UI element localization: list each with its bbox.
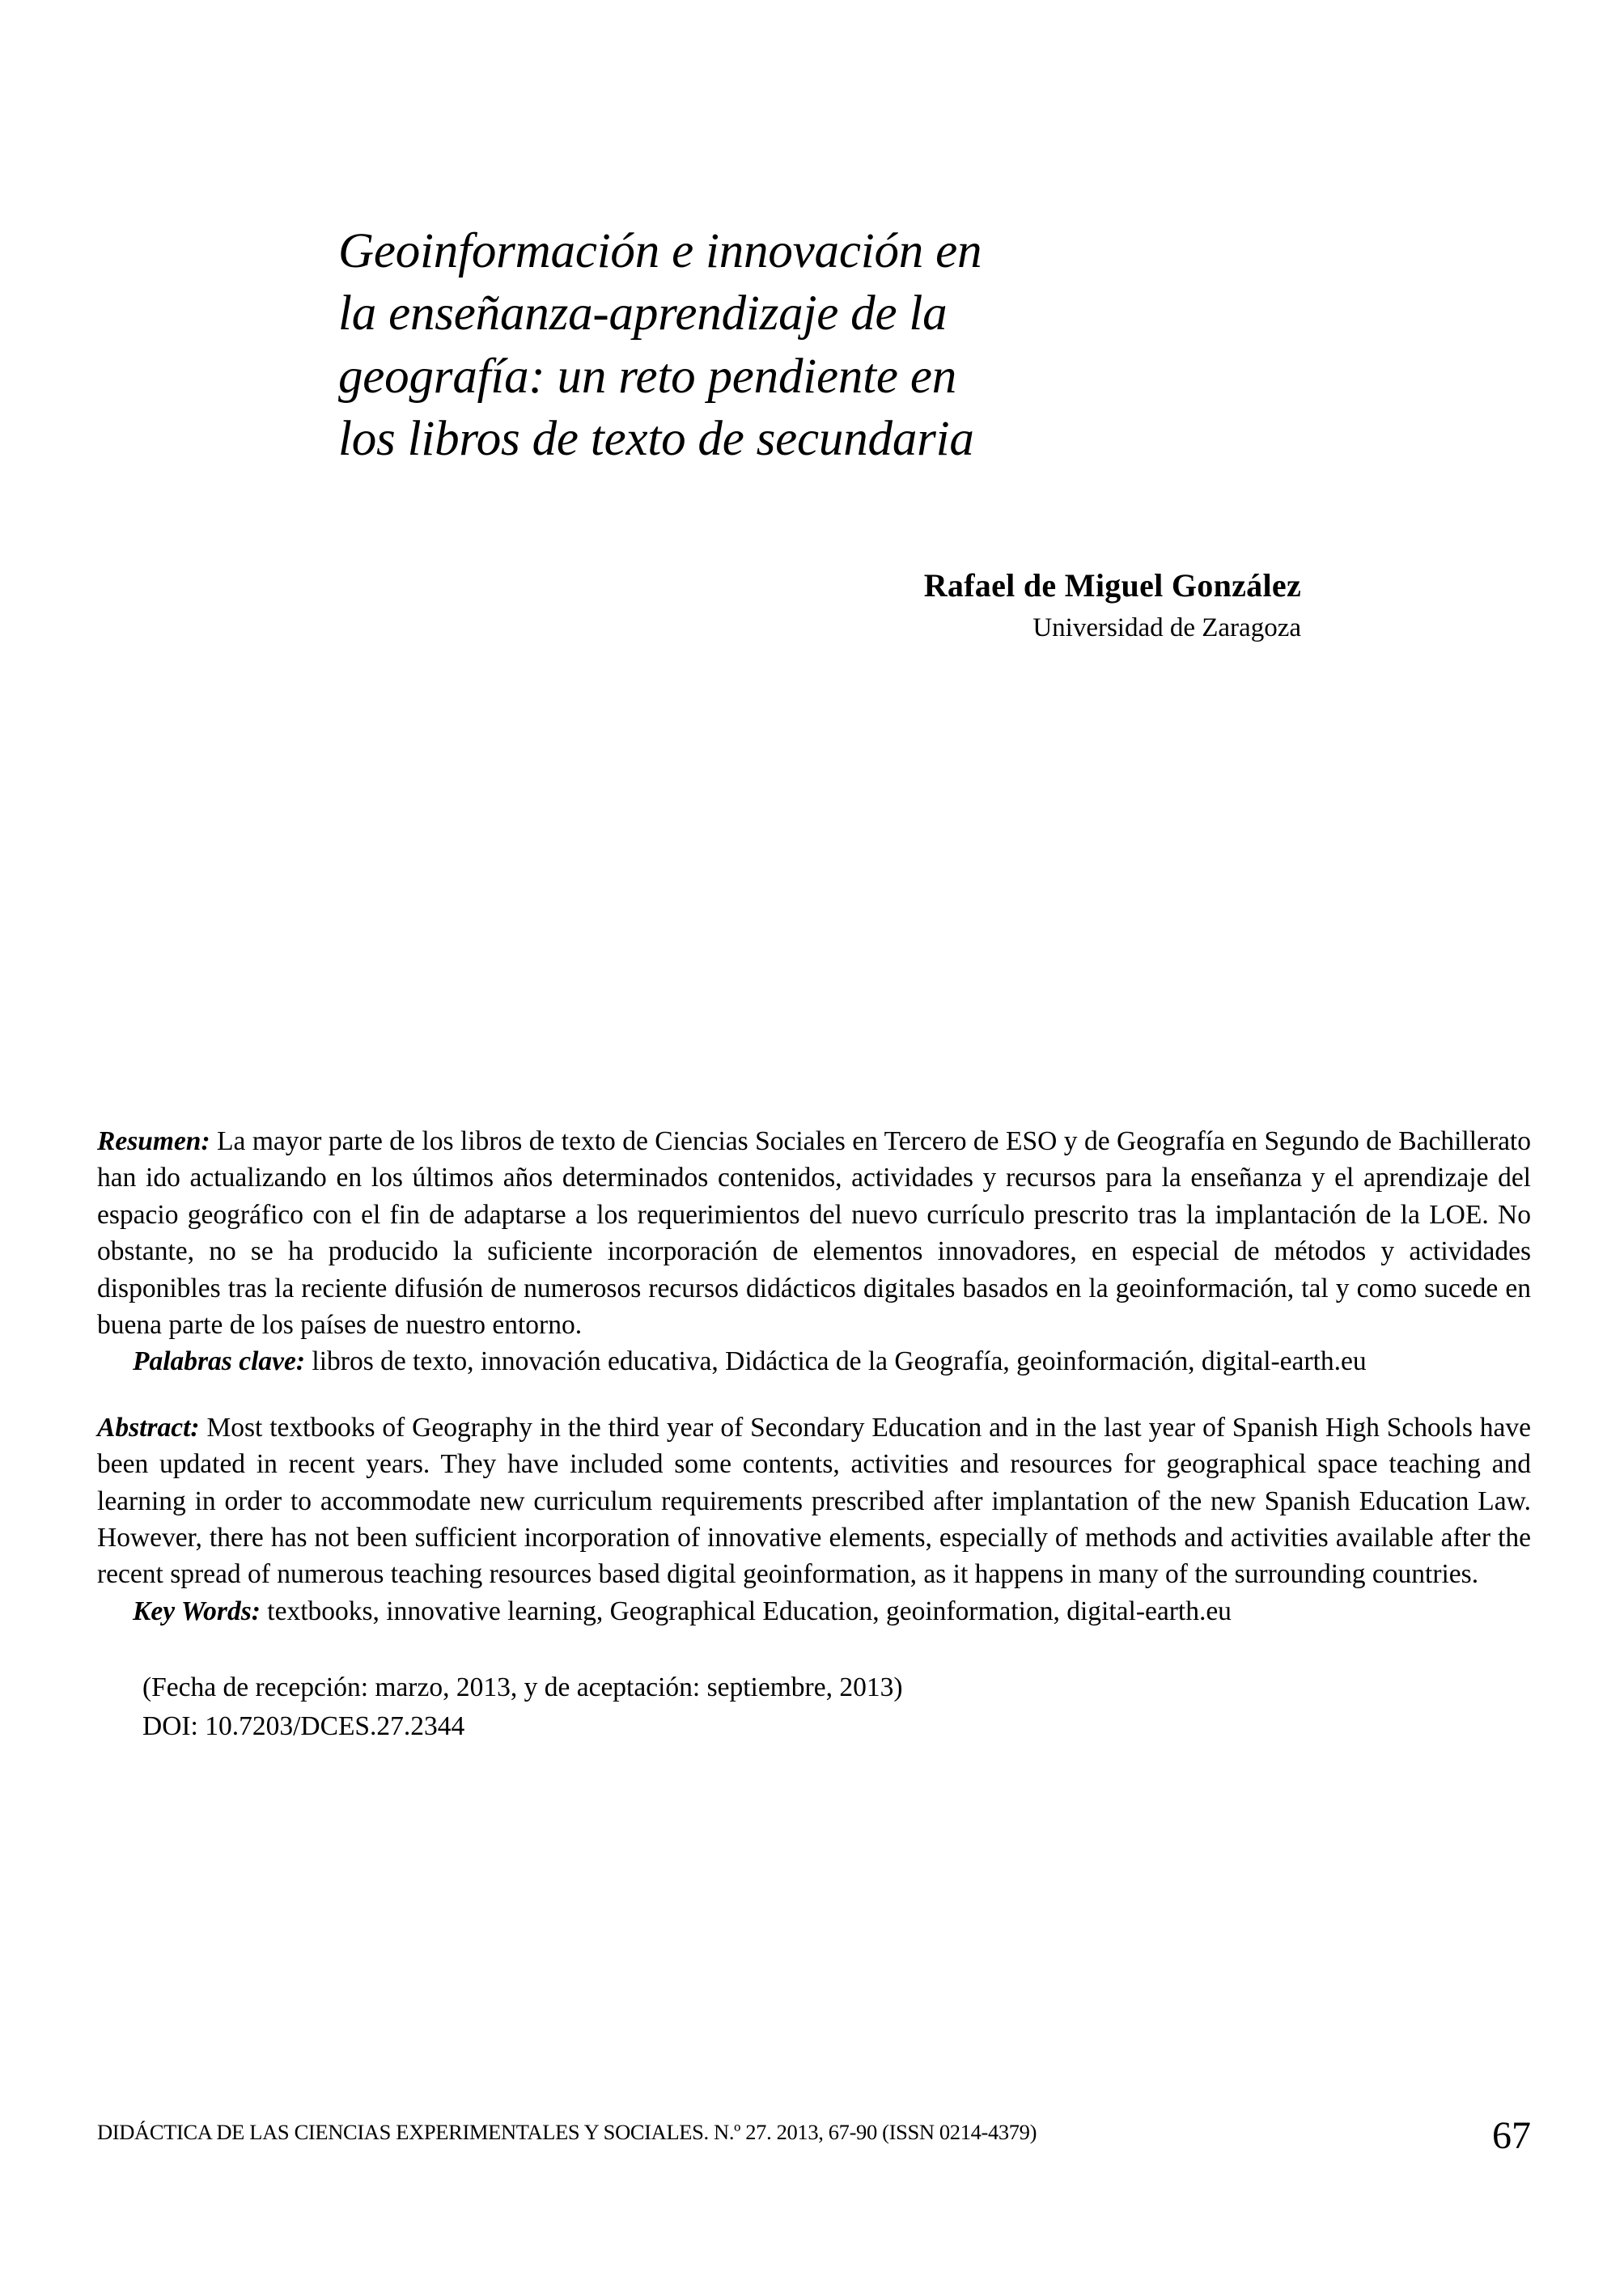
abstract-paragraph [97,1409,1531,1593]
palabras-clave-paragraph [97,1343,1531,1380]
resumen-paragraph [97,1123,1531,1343]
key-words-label: Key Words: [133,1596,261,1626]
author-name: Rafael de Miguel González [923,567,1301,604]
key-words-paragraph [97,1593,1531,1630]
key-words-body: textbooks, innovative learning, Geographical Education, geoinformation, digital-earth.eu [260,1596,1232,1626]
journal-citation: DIDÁCTICA DE LAS CIENCIAS EXPERIMENTALES Y SOCIALES. N.º 27. 2013, 67-90 (ISSN 0214-4379) [97,2120,1037,2144]
title-line-3: geografía: un reto pendiente en [338,349,957,404]
author-block [338,566,1301,646]
abstract-label: Abstract: [97,1412,200,1443]
title-block [338,220,1301,471]
reception-date-line: (Fecha de recepción: marzo, 2013, y de aceptación: septiembre, 2013) [142,1672,903,1703]
abstract-section [97,1123,1531,1745]
title-line-2: la enseñanza-aprendizaje de la [338,286,948,341]
page-title [338,220,1301,471]
page-number: 67 [1492,2114,1531,2157]
title-line-4: los libros de texto de secundaria [338,412,974,467]
title-line-1: Geoinformación e innovación en [338,224,982,278]
section-divider [97,1380,1531,1409]
resumen-label: Resumen: [97,1126,210,1156]
publication-dates-block [97,1668,1531,1745]
author-affiliation: Universidad de Zaragoza [1032,612,1301,642]
palabras-clave-label: Palabras clave: [133,1346,306,1377]
palabras-clave-body: libros de texto, innovación educativa, Didáctica de la Geografía, geoinformación, digital-earth.eu [305,1346,1367,1377]
abstract-body: Most textbooks of Geography in the third year of Secondary Education and in the last year of Spanish High Schools have been updated in recent years. They have included some contents, activities and resources for geographical space teaching and learning in order to accommodate new curriculum requirements prescribed after implantation of the new Spanish Education Law. However, there has not been sufficient incorporation of innovative elements, especially of methods and activities available after the recent spread of numerous teaching resources based digital geoinformation, as it happens in many of the surrounding countries. [97,1412,1531,1590]
doi-line: DOI: 10.7203/DCES.27.2344 [142,1710,465,1741]
resumen-body: La mayor parte de los libros de texto de Ciencias Sociales en Tercero de ESO y de Geografía en Segundo de Bachillerato han ido actualizando en los últimos años determinados contenidos, actividades y recursos para la enseñanza y el aprendizaje del espacio geográfico con el fin de adaptarse a los requerimientos del nuevo currículo prescrito tras la implantación de la LOE. No obstante, no se ha producido la suficiente incorporación de elementos innovadores, en especial de métodos y actividades disponibles tras la reciente difusión de numerosos recursos didácticos digitales basados en la geoinformación, tal y como sucede en buena parte de los países de nuestro entorno. [97,1126,1531,1340]
